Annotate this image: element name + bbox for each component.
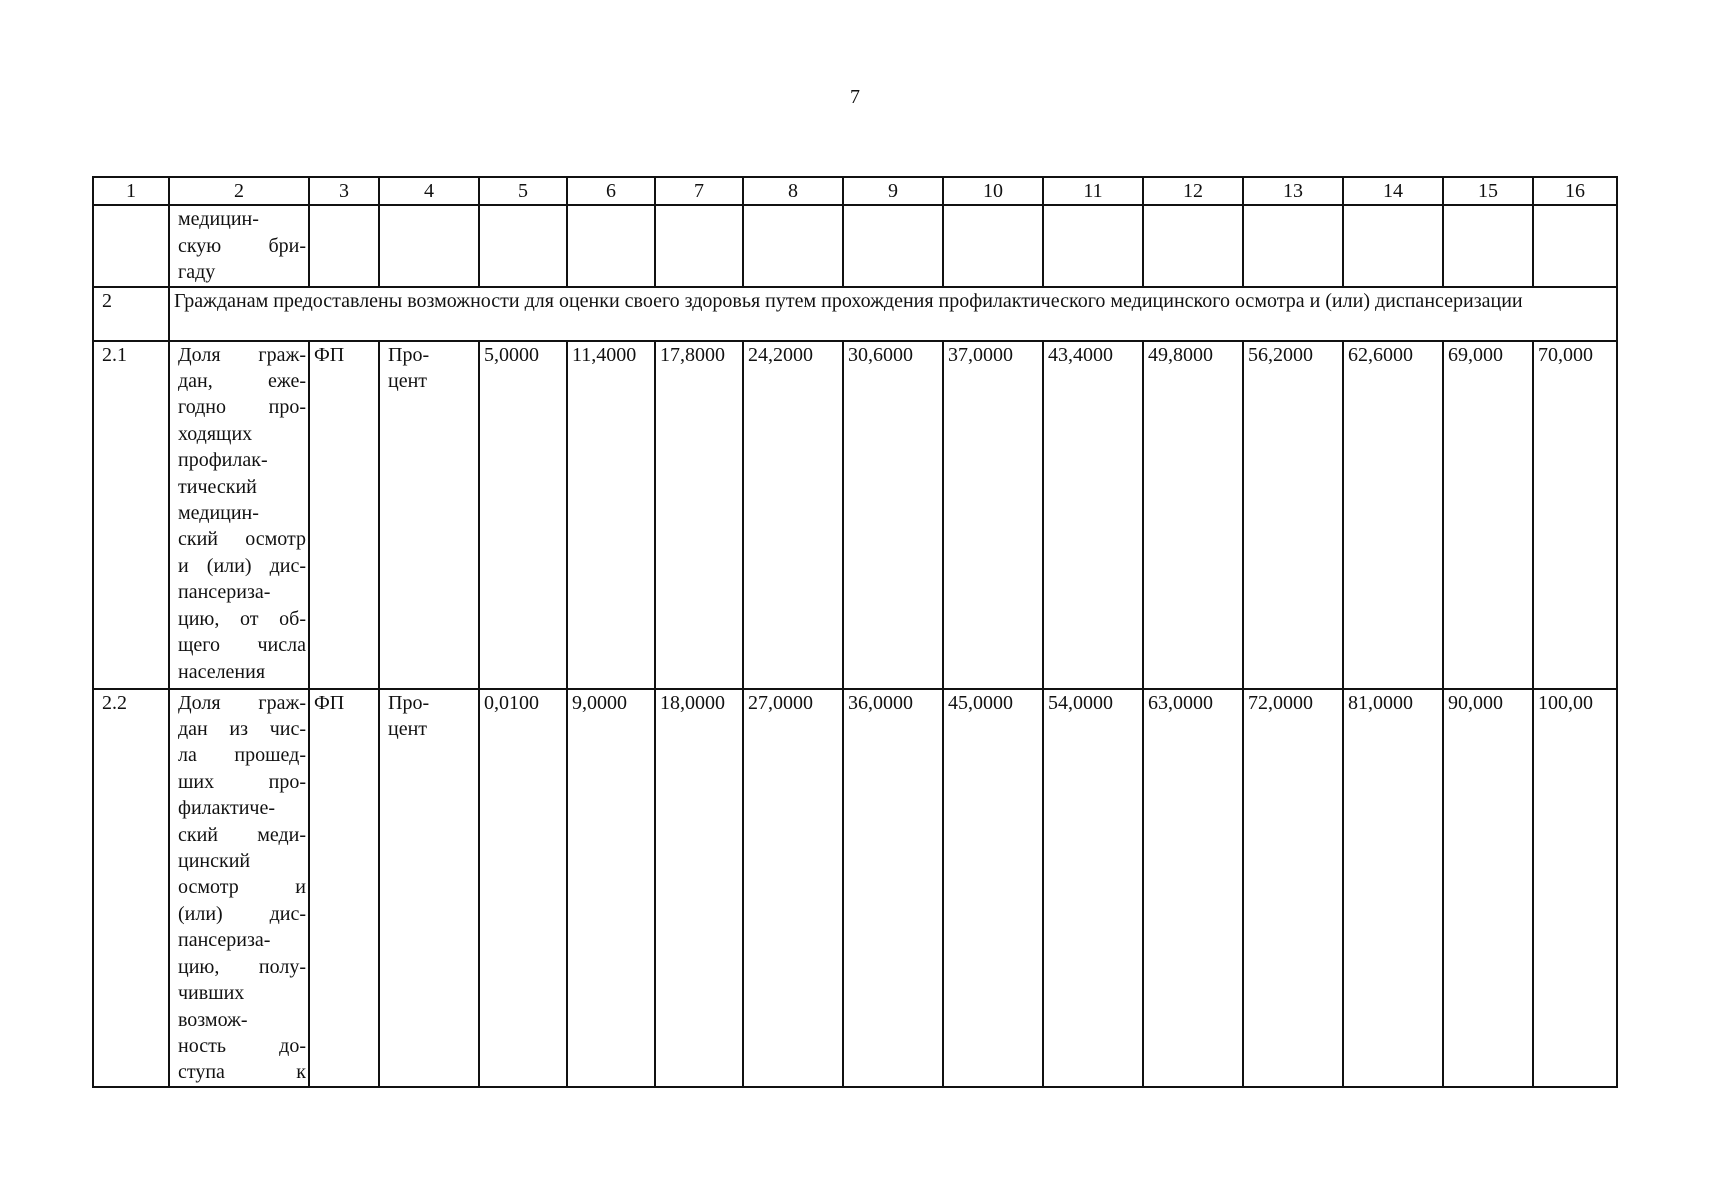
value-cell: 27,0000 — [743, 689, 843, 1087]
column-number-cell: 13 — [1243, 177, 1343, 205]
description-line: профилак- — [178, 449, 268, 472]
row-description — [169, 341, 309, 689]
description-line: Доля граж- — [178, 691, 306, 714]
unit-line: цент — [388, 718, 428, 741]
table-row — [93, 341, 1617, 689]
description-line: ность до- — [178, 1034, 306, 1057]
value-cell: 0,0100 — [479, 689, 567, 1087]
empty-cell — [943, 205, 1043, 286]
description-line: ла прошед- — [178, 744, 306, 767]
empty-cell — [1043, 205, 1143, 286]
value-cell: 62,6000 — [1343, 341, 1443, 689]
column-number-cell: 11 — [1043, 177, 1143, 205]
continuation-row — [93, 205, 1617, 286]
column-number-cell: 2 — [169, 177, 309, 205]
unit-line: Про- — [388, 343, 430, 366]
value-cell: 9,0000 — [567, 689, 655, 1087]
value-cell: 49,8000 — [1143, 341, 1243, 689]
value-cell: 100,00 — [1533, 689, 1617, 1087]
empty-cell — [479, 205, 567, 286]
column-number-cell: 12 — [1143, 177, 1243, 205]
value-cell: 90,000 — [1443, 689, 1533, 1087]
description-line: цинский — [178, 850, 251, 873]
empty-cell — [567, 205, 655, 286]
row-unit — [379, 341, 479, 689]
column-number-cell: 4 — [379, 177, 479, 205]
row-unit — [379, 689, 479, 1087]
value-cell: 45,0000 — [943, 689, 1043, 1087]
description-line: возмож- — [178, 1008, 248, 1031]
description-line: (или) дис- — [178, 902, 306, 925]
description-line: дан из чис- — [178, 718, 306, 741]
description-line: годно про- — [178, 396, 306, 419]
description-line: ходящих — [178, 422, 253, 445]
column-number-cell: 5 — [479, 177, 567, 205]
value-cell: 43,4000 — [1043, 341, 1143, 689]
empty-cell — [379, 205, 479, 286]
description-line: Доля граж- — [178, 343, 306, 366]
section-row — [93, 287, 1617, 341]
column-number-row — [93, 177, 1617, 205]
empty-cell — [1143, 205, 1243, 286]
row-type: ФП — [309, 341, 379, 689]
description-line: чивших — [178, 982, 245, 1005]
value-cell: 69,000 — [1443, 341, 1533, 689]
empty-cell — [1243, 205, 1343, 286]
page-number: 7 — [850, 86, 860, 108]
row-number: 2.1 — [93, 341, 169, 689]
description-line: пансериза- — [178, 929, 271, 952]
empty-cell — [309, 205, 379, 286]
value-cell: 11,4000 — [567, 341, 655, 689]
description-line: ступа к — [178, 1061, 306, 1084]
unit-line: цент — [388, 370, 428, 393]
section-number: 2 — [93, 287, 169, 341]
description-line: ский осмотр — [178, 528, 306, 551]
description-line: и (или) дис- — [178, 554, 306, 577]
description-line: осмотр и — [178, 876, 306, 899]
value-cell: 18,0000 — [655, 689, 743, 1087]
empty-cell — [655, 205, 743, 286]
row-number: 2.2 — [93, 689, 169, 1087]
column-number-cell: 16 — [1533, 177, 1617, 205]
value-cell: 72,0000 — [1243, 689, 1343, 1087]
value-cell: 63,0000 — [1143, 689, 1243, 1087]
description-line: медицин- — [178, 208, 259, 231]
value-cell: 81,0000 — [1343, 689, 1443, 1087]
empty-cell — [93, 205, 169, 286]
description-line: филактиче- — [178, 797, 276, 820]
unit-line: Про- — [388, 691, 430, 714]
column-number-cell: 14 — [1343, 177, 1443, 205]
empty-cell — [1343, 205, 1443, 286]
value-cell: 5,0000 — [479, 341, 567, 689]
description-line: цию, полу- — [178, 955, 306, 978]
description-line: медицин- — [178, 502, 259, 525]
empty-cell — [1533, 205, 1617, 286]
description-line: пансериза- — [178, 581, 271, 604]
value-cell: 17,8000 — [655, 341, 743, 689]
value-cell: 56,2000 — [1243, 341, 1343, 689]
column-number-cell: 6 — [567, 177, 655, 205]
value-cell: 54,0000 — [1043, 689, 1143, 1087]
description-line: ский меди- — [178, 823, 306, 846]
description-line: гаду — [178, 261, 216, 284]
description-line: населения — [178, 660, 266, 683]
continuation-description — [169, 205, 309, 286]
value-cell: 36,0000 — [843, 689, 943, 1087]
description-line: скую бри- — [178, 234, 306, 257]
column-number-cell: 9 — [843, 177, 943, 205]
description-line: цию, от об- — [178, 607, 306, 630]
value-cell: 30,6000 — [843, 341, 943, 689]
value-cell: 24,2000 — [743, 341, 843, 689]
empty-cell — [743, 205, 843, 286]
empty-cell — [1443, 205, 1533, 286]
row-description — [169, 689, 309, 1087]
column-number-cell: 10 — [943, 177, 1043, 205]
column-number-cell: 7 — [655, 177, 743, 205]
table-row — [93, 689, 1617, 1087]
description-line: тический — [178, 475, 257, 498]
description-line: дан, еже- — [178, 370, 306, 393]
description-line: щего числа — [178, 634, 306, 657]
column-number-cell: 15 — [1443, 177, 1533, 205]
column-number-cell: 1 — [93, 177, 169, 205]
value-cell: 37,0000 — [943, 341, 1043, 689]
section-title: Гражданам предоставлены возможности для оценки своего здоровья путем прохождения профилактического медицинского осмотра и (или) диспансеризации — [169, 287, 1617, 341]
row-type: ФП — [309, 689, 379, 1087]
description-line: ших про- — [178, 770, 306, 793]
value-cell: 70,000 — [1533, 341, 1617, 689]
column-number-cell: 8 — [743, 177, 843, 205]
column-number-cell: 3 — [309, 177, 379, 205]
indicators-table — [92, 176, 1618, 1088]
empty-cell — [843, 205, 943, 286]
